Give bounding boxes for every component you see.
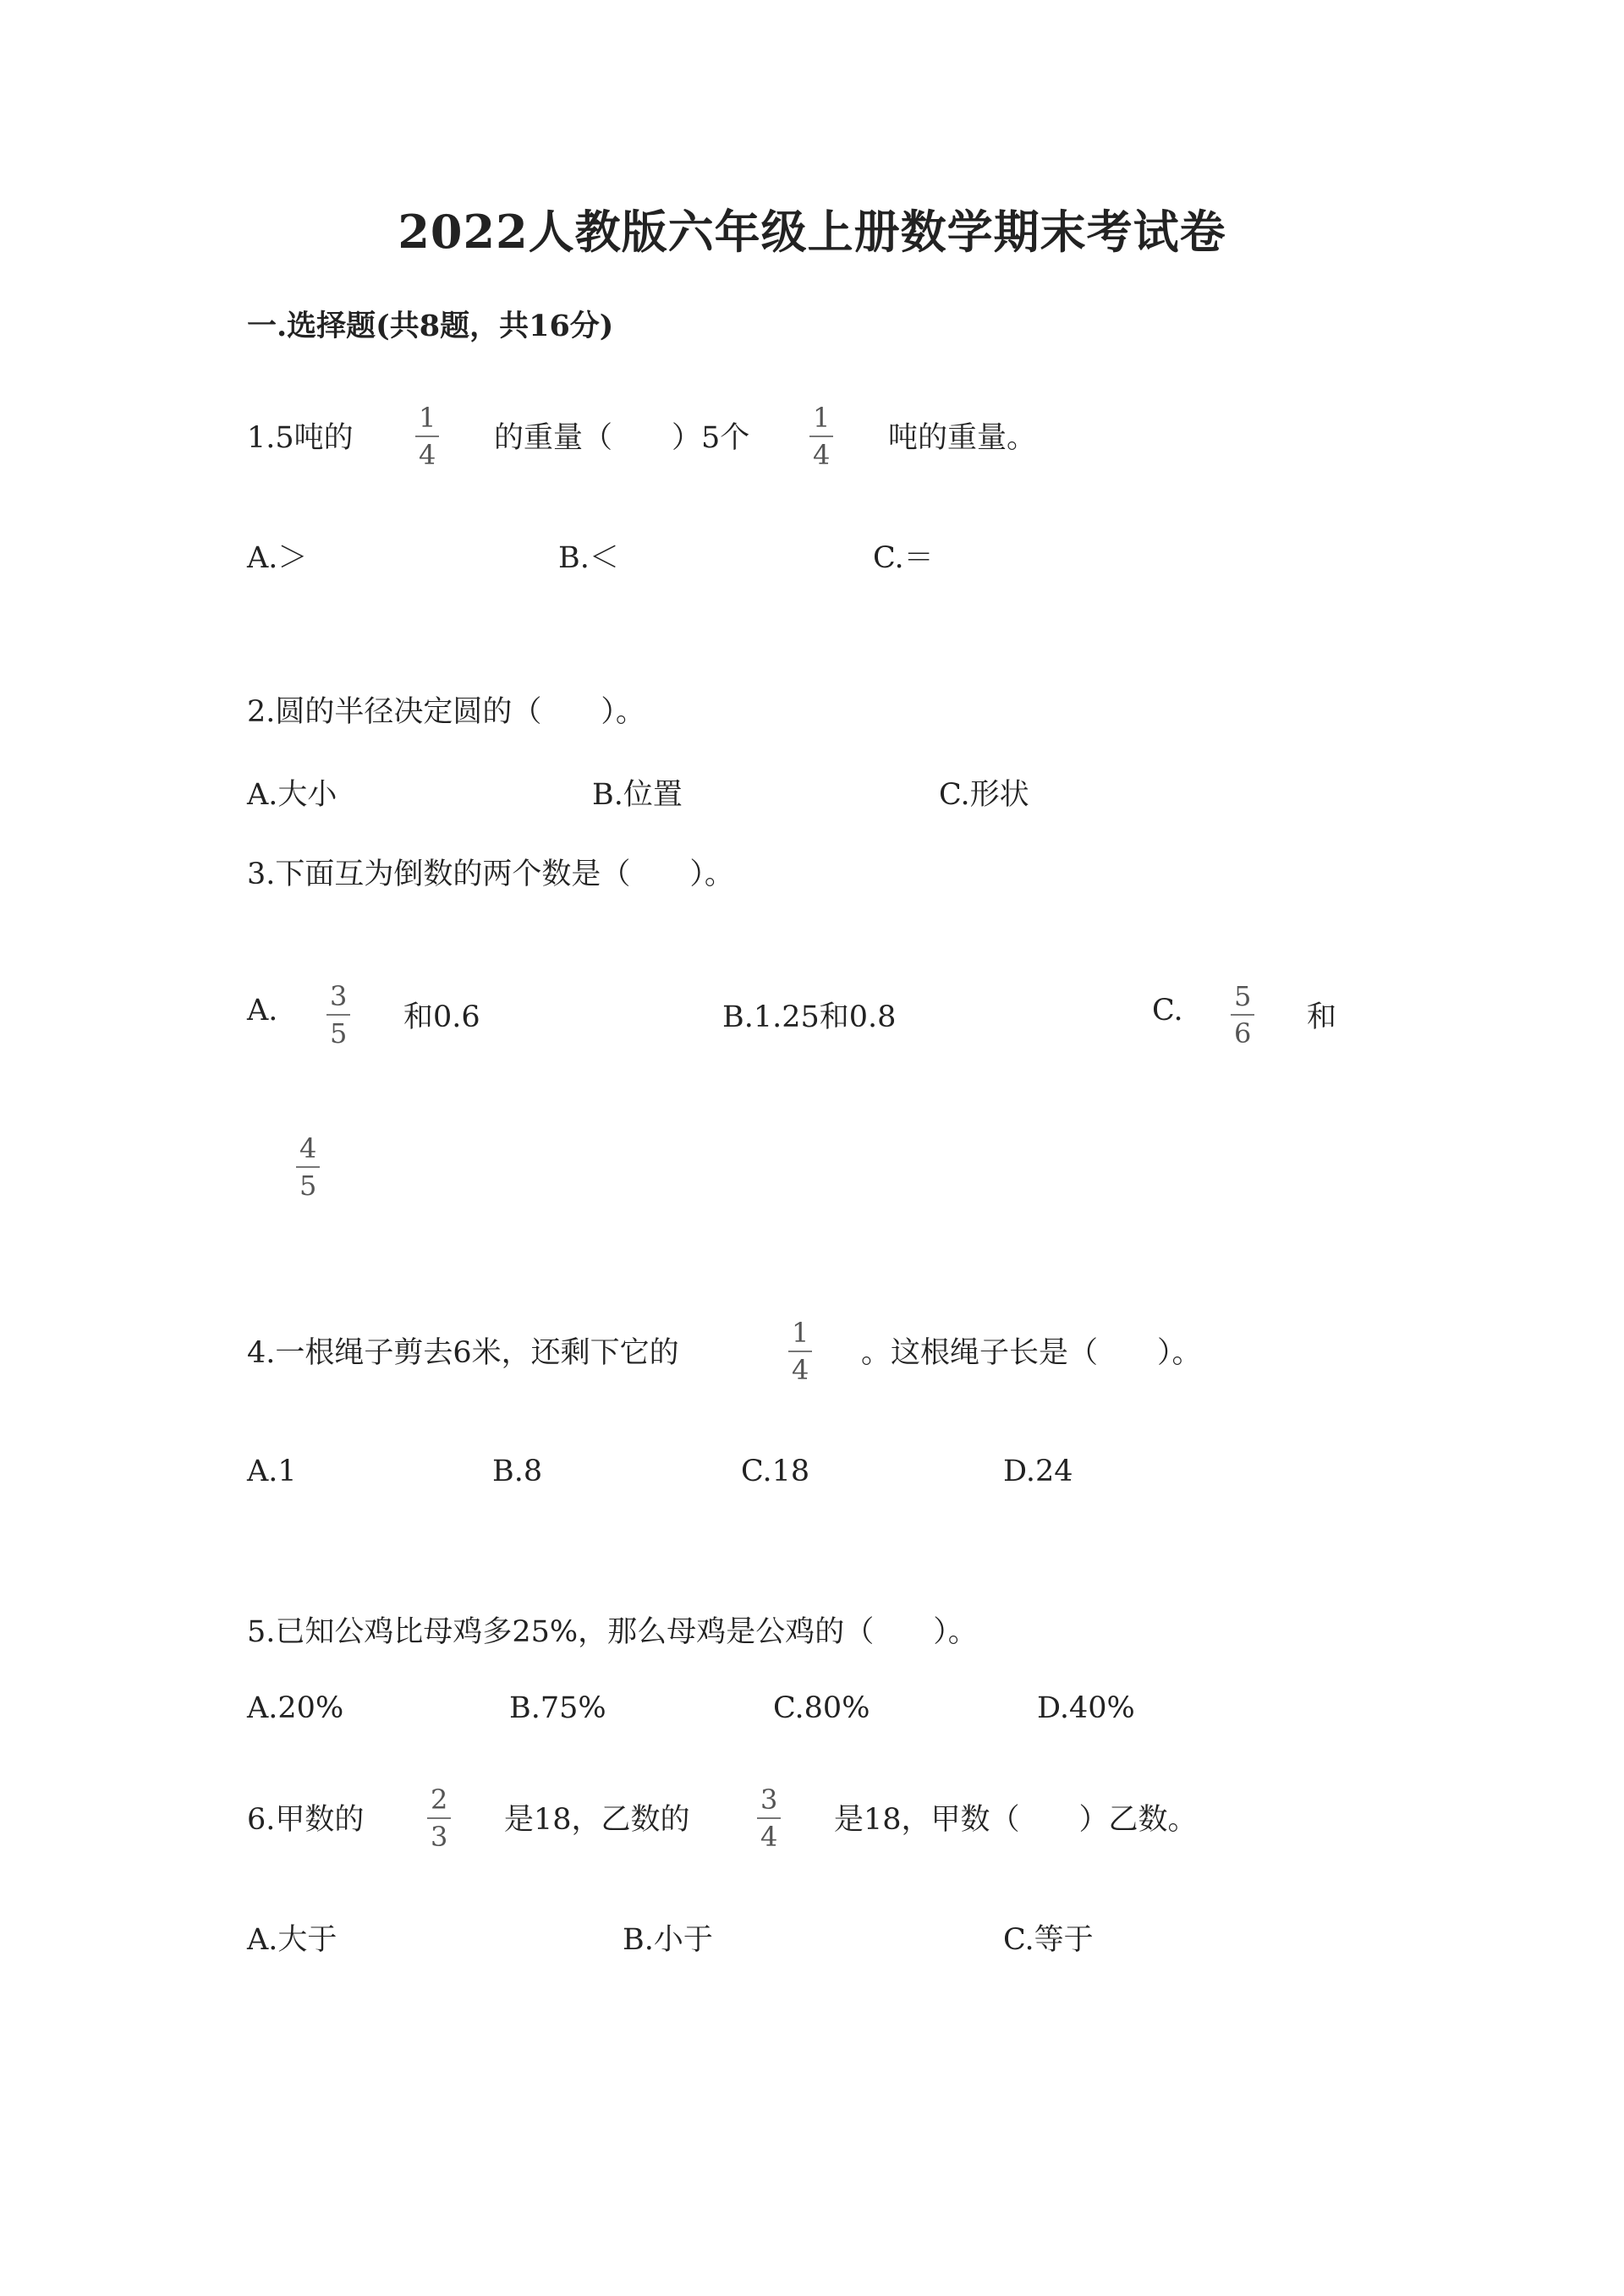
q1-option-c: C.＝ [873,541,934,575]
q2-option-b: B.位置 [592,778,683,812]
q6-text-part3: 是18，甲数（ ）乙数。 [834,1803,1198,1837]
q6-option-b: B.小于 [623,1923,713,1957]
q4-option-b: B.8 [492,1455,543,1488]
q1-fraction-2-denominator: 4 [813,439,831,471]
q5-option-d: D.40% [1037,1691,1135,1725]
q5-option-c: C.80% [773,1691,870,1725]
q4-option-d: D.24 [1003,1455,1073,1488]
q4-fraction-numerator: 1 [792,1317,809,1349]
q1-text-part1: 1.5吨的 [247,421,354,455]
q3-option-c-fraction-2-denominator: 5 [299,1170,317,1202]
q1-fraction-1-denominator: 4 [419,439,436,471]
q2-option-c: C.形状 [939,778,1029,812]
q5-option-a: A.20% [247,1691,344,1725]
q6-fraction-2-numerator: 3 [760,1784,778,1816]
q1-fraction-1-numerator: 1 [419,402,436,434]
q1-fraction-1 [415,404,439,469]
q4-option-a: A.1 [247,1455,297,1488]
q6-option-a: A.大于 [247,1923,337,1957]
q1-text-part2: 的重量（ ）5个 [494,421,750,455]
q3-option-a-fraction [326,980,350,1049]
q3-option-a-numerator: 3 [330,980,348,1012]
page-title: 2022人教版六年级上册数学期末考试卷 [398,205,1226,259]
q3-option-c-tail: 和 [1307,1000,1337,1034]
q1-option-b: B.＜ [558,541,619,575]
q1-fraction-2 [809,404,833,469]
q3-option-c-label: C. [1152,994,1183,1027]
q3-option-a-tail: 和0.6 [403,1000,480,1034]
q3-option-b: B.1.25和0.8 [722,1000,897,1034]
q1-option-a: A.＞ [247,541,308,575]
q3-option-c-fraction [1231,980,1254,1049]
q2-text: 2.圆的半径决定圆的（ ）。 [247,695,645,729]
q2-option-a: A.大小 [247,778,337,812]
q6-fraction-1 [427,1784,451,1853]
section-heading: 一.选择题(共8题，共16分) [247,309,614,343]
q5-option-b: B.75% [509,1691,606,1725]
q6-fraction-1-numerator: 2 [431,1784,448,1816]
q6-fraction-2-denominator: 4 [760,1821,778,1853]
q1-fraction-2-numerator: 1 [813,402,831,434]
q6-fraction-1-denominator: 3 [431,1821,448,1853]
q5-text: 5.已知公鸡比母鸡多25%，那么母鸡是公鸡的（ ）。 [247,1615,978,1649]
q6-option-c: C.等于 [1003,1923,1094,1957]
q3-option-c-fraction-2 [296,1132,320,1202]
q3-option-a-denominator: 5 [330,1017,348,1049]
q3-text: 3.下面互为倒数的两个数是（ ）。 [247,858,734,891]
q4-text-part2: 。这根绳子长是（ ）。 [861,1336,1202,1370]
q4-fraction-denominator: 4 [792,1354,809,1386]
q4-fraction [788,1319,812,1384]
q6-fraction-2 [757,1784,781,1853]
q3-option-c-numerator: 5 [1234,980,1252,1012]
q3-option-c-denominator: 6 [1234,1017,1252,1049]
q6-text-part2: 是18，乙数的 [504,1803,690,1837]
q6-text-part1: 6.甲数的 [247,1803,365,1837]
q1-text-part3: 吨的重量。 [888,421,1037,455]
q3-option-a-label: A. [247,994,278,1027]
q3-option-c-fraction-2-numerator: 4 [299,1132,317,1164]
q4-option-c: C.18 [741,1455,810,1488]
q4-text-part1: 4.一根绳子剪去6米，还剩下它的 [247,1336,679,1370]
